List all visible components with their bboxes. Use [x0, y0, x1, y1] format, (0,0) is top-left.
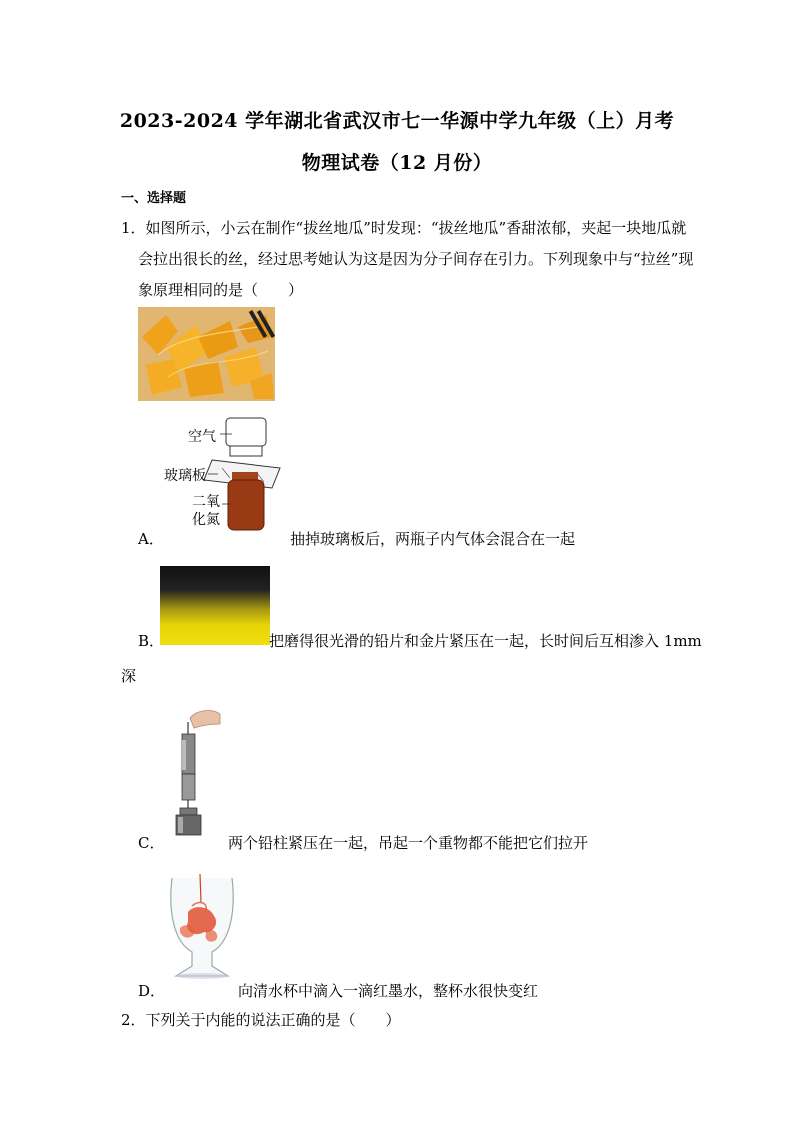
lead-cylinder-figure: [172, 708, 224, 836]
q1-option-b-text: 把磨得很光滑的铅片和金片紧压在一起，长时间后互相渗入 1mm: [269, 632, 702, 650]
gas-diffusion-figure: [160, 412, 290, 534]
sweet-potato-photo: [138, 307, 275, 401]
title-line-1: 2023-2024 学年湖北省武汉市七一华源中学九年级（上）月考: [119, 110, 675, 132]
title-line-2: 物理试卷（12 月份）: [301, 152, 493, 174]
label-gas-1: 二氧: [192, 494, 220, 510]
label-gas-2: 化氮: [192, 512, 220, 528]
q1-option-b-continued: 深: [121, 667, 137, 685]
lead-gold-figure: [160, 566, 270, 645]
label-glass: 玻璃板: [164, 468, 206, 484]
label-air: 空气: [188, 429, 216, 445]
q1-option-a-text: 抽掉玻璃板后，两瓶子内气体会混合在一起: [290, 530, 576, 548]
q1-option-c-text: 两个铅柱紧压在一起，吊起一个重物都不能把它们拉开: [228, 834, 589, 852]
q1-option-d-letter[interactable]: D．: [138, 982, 166, 1000]
q2-line-1: 2．下列关于内能的说法正确的是（ ）: [121, 1011, 401, 1029]
q1-option-d-text: 向清水杯中滴入一滴红墨水，整杯水很快变红: [238, 982, 539, 1000]
section-title: 一、选择题: [121, 191, 187, 206]
q1-option-b-letter[interactable]: B．: [138, 632, 165, 650]
q1-option-c-letter[interactable]: C．: [138, 834, 165, 852]
q1-option-a-letter[interactable]: A．: [138, 530, 164, 548]
q1-line-3: 象原理相同的是（ ）: [138, 281, 304, 299]
q1-line-1: 1．如图所示，小云在制作“拔丝地瓜”时发现：“拔丝地瓜”香甜浓郁，夹起一块地瓜就: [121, 219, 687, 237]
q1-line-2: 会拉出很长的丝，经过思考她认为这是因为分子间存在引力。下列现象中与“拉丝”现: [138, 250, 694, 268]
ink-glass-figure: [164, 872, 240, 984]
